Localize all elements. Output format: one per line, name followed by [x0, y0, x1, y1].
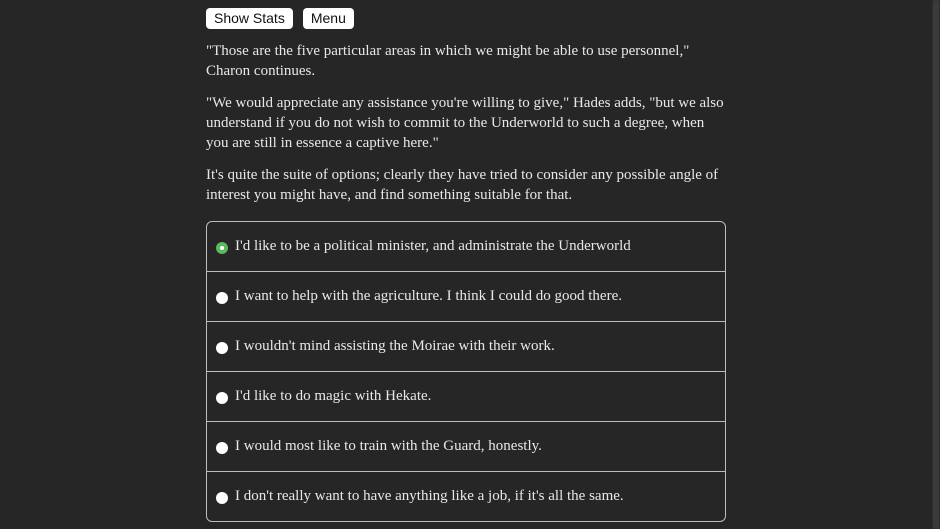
choice-label: I would most like to train with the Guard, honestly. — [235, 438, 542, 454]
choice-label: I wouldn't mind assisting the Moirae with their work. — [235, 338, 555, 354]
choice-label: I want to help with the agriculture. I think I could do good there. — [235, 288, 622, 304]
choice-label: I don't really want to have anything like a job, if it's all the same. — [235, 488, 624, 504]
top-toolbar — [206, 8, 354, 29]
radio-selected-icon[interactable] — [216, 242, 228, 254]
story-content — [206, 41, 726, 522]
choice-option-moirae[interactable] — [207, 321, 725, 371]
show-stats-button[interactable]: Show Stats — [206, 8, 293, 29]
scrollbar-thumb[interactable] — [933, 0, 939, 529]
radio-unselected-icon[interactable] — [216, 292, 228, 304]
choice-option-political-minister[interactable] — [207, 222, 725, 271]
menu-button[interactable]: Menu — [303, 8, 354, 29]
choice-option-guard[interactable] — [207, 421, 725, 471]
choice-list — [206, 221, 726, 522]
story-paragraph: "We would appreciate any assistance you're willing to give," Hades adds, "but we also understand if you do not wish to commit to the Underworld to such a degree, when you are still in essence a captive here." — [206, 95, 724, 151]
radio-unselected-icon[interactable] — [216, 342, 228, 354]
choice-label: I'd like to do magic with Hekate. — [235, 388, 432, 404]
choice-option-no-job[interactable] — [207, 471, 725, 521]
radio-unselected-icon[interactable] — [216, 392, 228, 404]
story-paragraph: "Those are the five particular areas in which we might be able to use personnel," Charon continues. — [206, 43, 690, 79]
radio-unselected-icon[interactable] — [216, 492, 228, 504]
choice-option-agriculture[interactable] — [207, 271, 725, 321]
choice-label: I'd like to be a political minister, and administrate the Underworld — [235, 238, 631, 254]
scrollbar[interactable] — [932, 0, 940, 529]
radio-unselected-icon[interactable] — [216, 442, 228, 454]
story-paragraph: It's quite the suite of options; clearly they have tried to consider any possible angle of interest you might have, and find something suitable for that. — [206, 167, 719, 203]
choice-option-hekate[interactable] — [207, 371, 725, 421]
